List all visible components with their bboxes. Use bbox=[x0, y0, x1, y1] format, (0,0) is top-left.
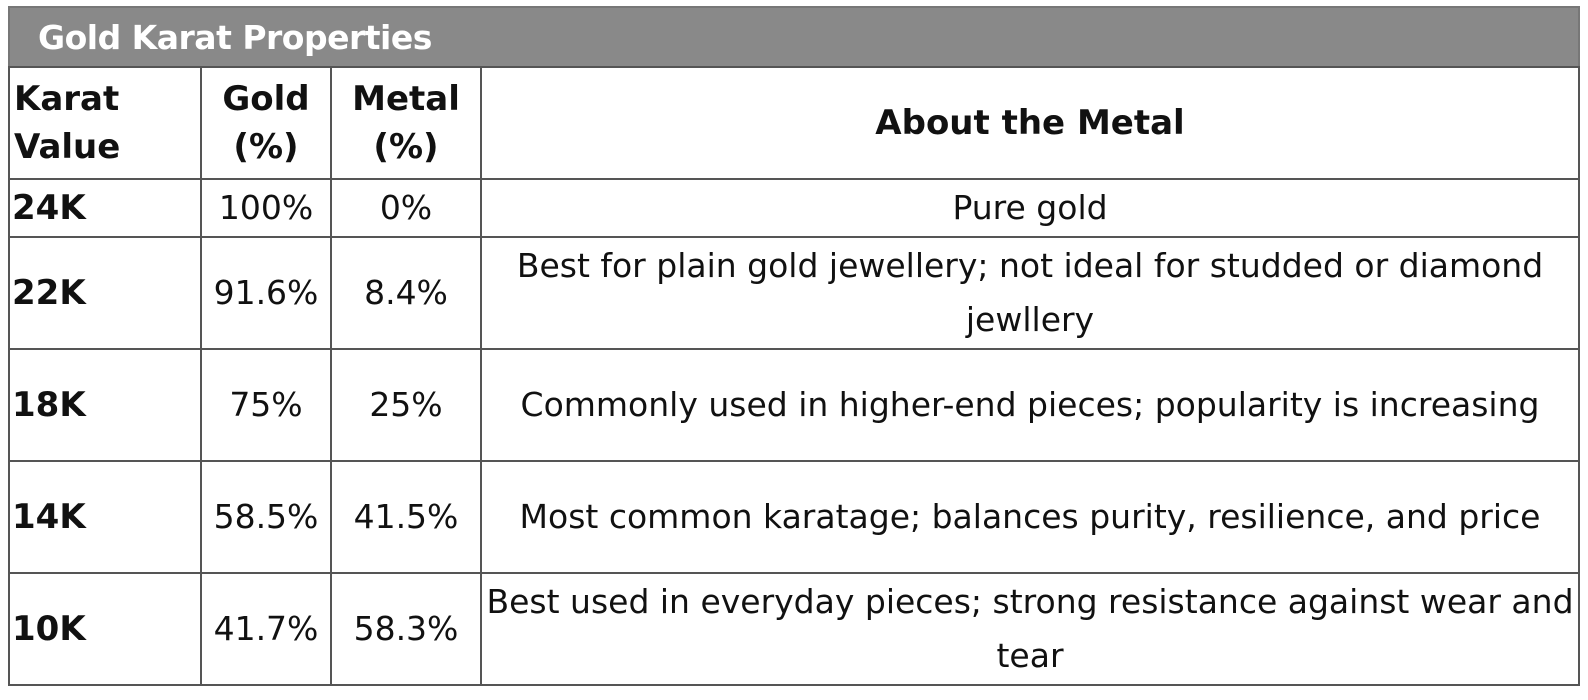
karat-cell: 14K bbox=[9, 461, 201, 573]
header-row bbox=[9, 67, 1579, 179]
gold-percent-cell: 58.5% bbox=[201, 461, 331, 573]
gold-percent-cell: 41.7% bbox=[201, 573, 331, 685]
karat-cell: 22K bbox=[9, 237, 201, 349]
gold-percent-cell: 75% bbox=[201, 349, 331, 461]
gold-percent-cell: 100% bbox=[201, 179, 331, 237]
table-row bbox=[9, 179, 1579, 237]
gold-karat-table bbox=[8, 66, 1580, 686]
table-row bbox=[9, 573, 1579, 685]
table-row bbox=[9, 349, 1579, 461]
karat-cell: 24K bbox=[9, 179, 201, 237]
table-row bbox=[9, 237, 1579, 349]
metal-percent-cell: 8.4% bbox=[331, 237, 481, 349]
about-cell: Best for plain gold jewellery; not ideal for studded or diamond jewllery bbox=[481, 237, 1579, 349]
gold-percent-cell: 91.6% bbox=[201, 237, 331, 349]
about-cell: Best used in everyday pieces; strong resistance against wear and tear bbox=[481, 573, 1579, 685]
metal-percent-cell: 58.3% bbox=[331, 573, 481, 685]
header-gold-percent: Gold (%) bbox=[201, 67, 331, 179]
header-metal-percent: Metal (%) bbox=[331, 67, 481, 179]
table-title: Gold Karat Properties bbox=[8, 6, 1580, 66]
table-row bbox=[9, 461, 1579, 573]
about-cell: Commonly used in higher-end pieces; popularity is increasing bbox=[481, 349, 1579, 461]
header-about-metal: About the Metal bbox=[481, 67, 1579, 179]
metal-percent-cell: 41.5% bbox=[331, 461, 481, 573]
karat-cell: 10K bbox=[9, 573, 201, 685]
about-cell: Most common karatage; balances purity, resilience, and price bbox=[481, 461, 1579, 573]
metal-percent-cell: 25% bbox=[331, 349, 481, 461]
about-cell: Pure gold bbox=[481, 179, 1579, 237]
gold-karat-table-frame bbox=[8, 6, 1580, 690]
karat-cell: 18K bbox=[9, 349, 201, 461]
metal-percent-cell: 0% bbox=[331, 179, 481, 237]
header-karat-value: Karat Value bbox=[9, 67, 201, 179]
